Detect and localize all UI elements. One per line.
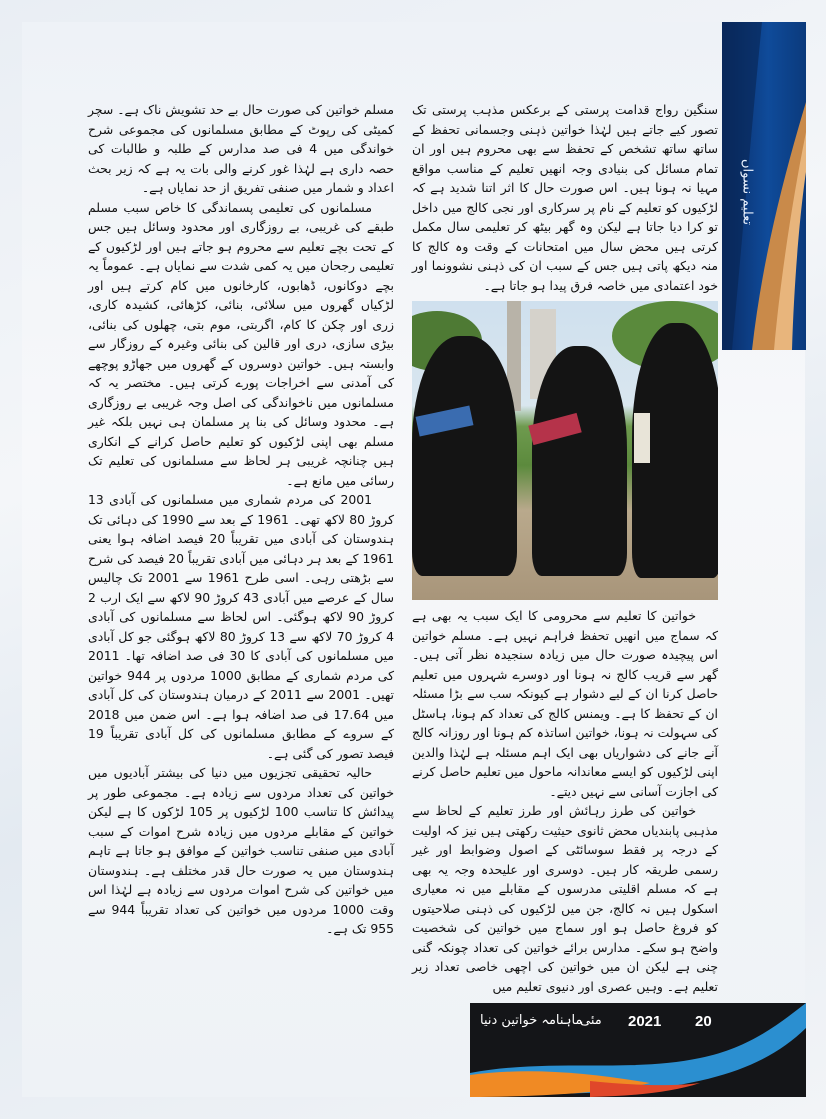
book [634,413,650,463]
page-number: 20 [695,1013,712,1030]
issue-year: 2021 [628,1013,662,1030]
page-footer [470,1003,806,1097]
paragraph: مسلمانوں کی تعلیمی پسماندگی کا خاص سبب مسلم طبقے کی غریبی، بے روزگاری اور محدود وسائل ہیں جس کے تحت بچے تعلیم سے محروم ہو جاتے ہیں اور لڑکیوں کے تعلیمی رجحان میں یہ کمی شدت سے نمایاں ہے۔ عموماً یہ بچے دوکانوں، ڈھابوں، کارخانوں میں کام کرتے ہیں اور لڑکیاں گھروں میں سلائی، بنائی، کڑھائی، کشیدہ کاری، زری اور چکن کا کام، اگربتی، موم بتی، چھلوں کی بنائی، بیڑی سازی، دری اور قالین کی بنائی وغیرہ کے روزگار سے وابستہ ہیں۔ خواتین دوسروں کے گھروں میں جھاڑو پوچھے کی آمدنی سے اخراجات پورے کرتی ہیں۔ مختصر یہ کہ مسلمانوں میں ناخواندگی کی اصل وجہ غریبی بے روزگاری ہے۔ محدود وسائل کی بنا پر مسلمان ہی نہیں بلکہ غیر مسلم بھی اپنی لڑکیوں کو تعلیم حاصل کرانے کے انکاری ہیں چنانچہ غریبی ہر لحاظ سے مسلمانوں کی تعلیم تک رسائی میں مانع ہے۔ [88,199,394,488]
paragraph: خواتین کا تعلیم سے محرومی کا ایک سبب یہ بھی ہے کہ سماج میں انھیں تحفظ فراہم نہیں ہے۔ مسلم خواتین اس پیچیدہ صورت حال میں زیادہ سنجیدہ نظر آتی ہیں۔ گھر سے قریب کالج نہ ہونا اور دوسرے شہروں میں تعلیم حاصل کرنا ان کے لیے دشوار ہے کیونکہ سب سے بڑا مسئلہ ان کے تحفظ کا ہے۔ ویمنس کالج کی تعداد کم ہونا، ہاسٹل کی سہولت نہ ہونا، خواتین اساتذہ کم ہونا اور روزانہ کالج آنے جانے کی دشواریاں بھی ایک اہم مسئلہ ہے لہٰذا والدین اپنی لڑکیوں کو ایسے معاندانہ ماحول میں تعلیم حاصل کرنے کی اجازت آسانی سے نہیں دیتے۔ [412,608,718,799]
right-column-top-text [412,100,718,295]
paragraph: 2001 کی مردم شماری میں مسلمانوں کی آبادی 13 کروڑ 80 لاکھ تھی۔ 1961 کے بعد سے 1990 کی دہائی تک ہندوستان کی آبادی میں تقریباً 20 فیصد اضافہ ہوا یعنی 1961 کے بعد ہر دہائی میں آبادی تقریباً 20 فیصد کی شرح سے بڑھتی رہی۔ اسی طرح 1961 سے 2001 تک چالیس سال کے عرصے میں آبادی 43 کروڑ 90 لاکھ سے ایک ارب 2 کروڑ 90 لاکھ ہوگئی۔ اس لحاظ سے مسلمانوں کی آبادی 4 کروڑ 70 لاکھ سے 13 کروڑ 80 لاکھ ہوگئی جو کل آبادی میں مسلمانوں کی آبادی کا 30 فی صد اضافہ تھا۔ 2011 کی مردم شماری کے مطابق 1000 مردوں پر 944 خواتین تھیں۔ 2001 سے 2011 کے درمیان ہندوستان کی کل آبادی میں 17.64 فی صد اضافہ ہوا ہے۔ اس ضمن میں 2018 کے سروے کے مطابق مسلمانوں کی کل آبادی تقریباً 19 فیصد تصور کی گئی ہے۔ [88,492,395,761]
paragraph: مسلم خواتین کی صورت حال بے حد تشویش ناک ہے۔ سچر کمیٹی کی رپوٹ کے مطابق مسلمانوں کی مجموعی شرح خواندگی میں 4 فی صد مدارس کے طلبہ و طالبات کی حصہ داری ہے لہٰذا غور کرنے والی بات یہ ہے کہ زیر بحث اعداد و شمار میں صنفی تفریق از حد نمایاں ہے۔ [88,102,394,195]
section-title: تعلیم نسواں [739,159,755,225]
section-sidebar [722,22,806,350]
left-column-text [88,100,394,939]
issue-month: مئی [580,1013,602,1028]
article-photo-students-in-burqa [412,301,718,600]
paragraph: سنگین رواج قدامت پرستی کے برعکس مذہب پرستی تک تصور کیے جاتے ہیں لہٰذا خواتین ذہنی وجسمانی تحفظ کے ساتھ ساتھ تشخص کے تحفظ سے بھی محروم ہیں اور ان تمام مسائل کی بنیادی وجہ انھیں تعلیم کے مناسب مواقع مہیا نہ ہونا ہیں۔ اس صورت حال کا اثر اتنا شدید ہے کہ لڑکیوں کو تعلیم کے نام پر سرکاری اور نجی کالج میں داخل تو کرا دیا جاتا ہے لیکن وہ گھر بیٹھ کر تعلیمی سال مکمل کرتی ہیں محض سال میں امتحانات کے وقت وہ کالج کا منہ دیکھ پاتی ہیں جس کے سبب ان کی ذہنی نشوونما اور خود اعتمادی میں خاصہ فرق پیدا ہو جاتا ہے۔ [412,102,718,293]
student-figure [412,336,517,576]
magazine-name: ماہنامہ خواتین دنیا [480,1013,583,1028]
right-column [412,100,718,996]
paragraph: خواتین کی طرز رہائش اور طرز تعلیم کے لحاظ سے مذہبی پابندیاں محض ثانوی حیثیت رکھتی ہیں نیز کہ اولیت کے درجہ پر فقط سوسائٹی کے اصول وضوابط اور غیر رسمی طریقہ کار ہیں۔ دوسری اور علیحدہ وجہ یہ بھی ہے کہ مسلم اقلیتی مدرسوں کے مقابلے میں نہ معیاری اسکول ہیں نہ کالج، جن میں لڑکیوں کی ذہنی صلاحیتوں کو فروغ حاصل ہو اور سماج میں خواتین کی شخصیت واضح ہو سکے۔ مدارس برائے خواتین کی تعداد چونکہ گنی چنی ہے لیکن ان میں خواتین کی اچھی خاصی تعداد زیر تعلیم ہے۔ وہیں عصری اور دنیوی تعلیم میں [412,803,718,994]
right-column-bottom-text [412,606,718,996]
paragraph: حالیہ تحقیقی تجزیوں میں دنیا کی بیشتر آبادیوں میں خواتین کی تعداد مردوں سے زیادہ ہے۔ مجموعی طور پر پیدائش کا تناسب 100 لڑکیوں پر 105 لڑکوں کا ہے لیکن خواتین کے مقابلے مردوں میں زیادہ شرح اموات کے سبب آبادی میں صنفی تناسب خواتین کے موافق ہو جاتا ہے تاہم ہندوستان میں یہ صورت حال قدر مختلف ہے۔ ہندوستان میں خواتین کی شرح اموات مردوں سے زیادہ ہے لہٰذا اس وقت 1000 مردوں میں خواتین کی تعداد تقریباً 944 سے 955 تک ہے۔ [88,765,395,936]
student-figure [532,346,627,576]
